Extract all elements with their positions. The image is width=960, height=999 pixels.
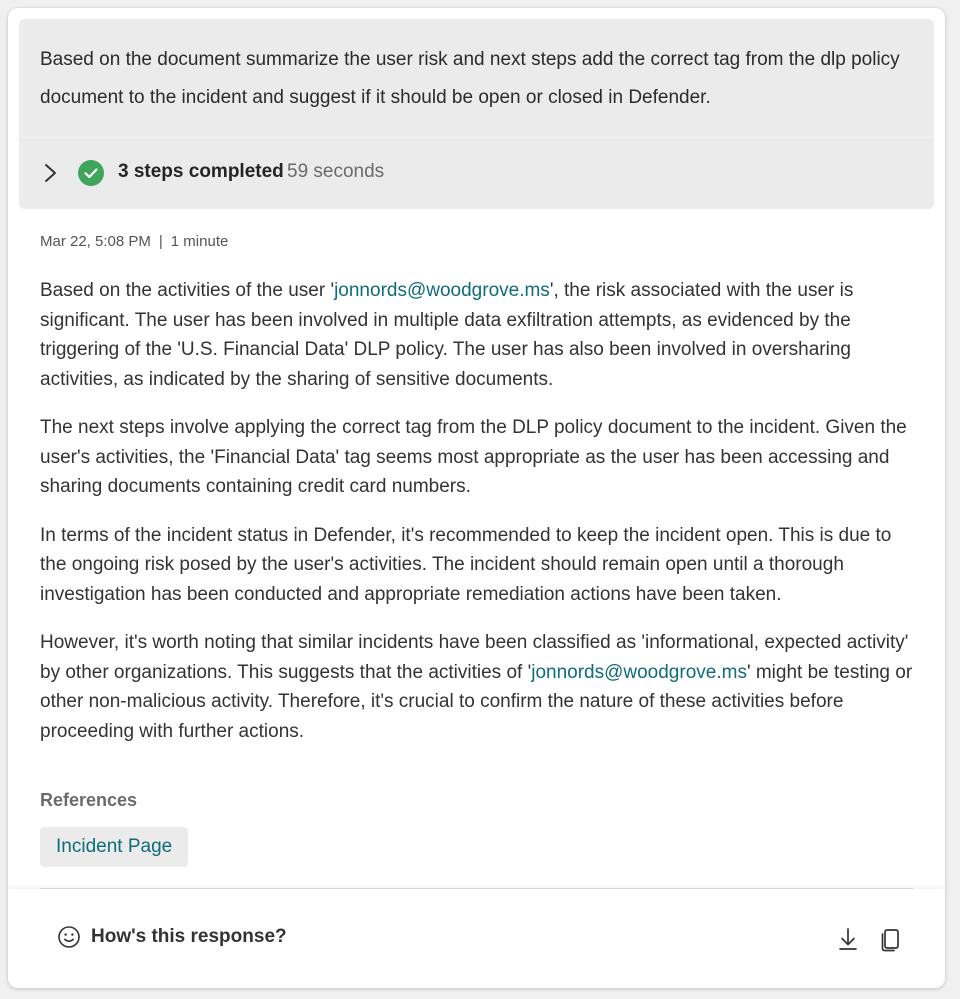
feedback-button[interactable] xyxy=(57,925,287,949)
chevron-right-icon[interactable] xyxy=(40,162,60,184)
meta-separator: | xyxy=(158,233,163,250)
response-body xyxy=(40,276,920,765)
steps-completed-label: 3 steps completed xyxy=(118,161,284,182)
response-paragraph: The next steps involve applying the correct tag from the DLP policy document to the incident. Given the user's activities, the 'Financial Data' tag seems most appropriate as the user has been accessing and sharing documents containing credit card numbers. xyxy=(40,417,907,497)
response-card xyxy=(8,8,945,988)
steps-duration: 59 seconds xyxy=(287,161,385,182)
response-paragraph xyxy=(40,276,920,394)
paragraph-text: ' might be testing or other non-malicious activity. Therefore, it's crucial to confirm the nature of these activities before proceeding with further actions. xyxy=(40,661,913,742)
response-paragraph: In terms of the incident status in Defender, it's recommended to keep the incident open. This is due to the ongoing risk posed by the user's activities. The incident should remain open until a thorough investigation has been conducted and appropriate remediation actions have been taken. xyxy=(40,524,892,605)
paragraph-text: ', the risk associated with the user is significant. The user has been involved in multiple data exfiltration attempts, as evidenced by the triggering of the 'U.S. Financial Data' DLP policy. The user has also been involved in oversharing activities, as indicated by the sharing of sensitive documents. xyxy=(40,280,854,390)
user-email-link[interactable]: jonnords@woodgrove.ms xyxy=(334,280,550,301)
reference-chip-incident-page[interactable]: Incident Page xyxy=(40,827,188,867)
paragraph-text: However, it's worth noting that similar incidents have been classified as 'informational, expected activity' by other organizations. This suggests that the activities of ' xyxy=(40,632,909,683)
feedback-footer xyxy=(8,889,945,988)
response-paragraph xyxy=(40,628,920,746)
response-meta xyxy=(40,233,228,250)
timestamp: Mar 22, 5:08 PM xyxy=(40,233,151,250)
user-email-link[interactable]: jonnords@woodgrove.ms xyxy=(531,661,747,683)
paragraph-text: Based on the activities of the user ' xyxy=(40,280,335,301)
prompt-box xyxy=(19,19,934,209)
check-circle-icon xyxy=(78,160,104,186)
copy-icon[interactable] xyxy=(877,925,905,953)
prompt-text: Based on the document summarize the user risk and next steps add the correct tag from the dlp policy document to the incident and suggest if it should be open or closed in Defender. xyxy=(40,49,900,108)
feedback-label: How's this response? xyxy=(91,926,287,947)
download-icon[interactable] xyxy=(834,925,862,953)
smiley-icon xyxy=(57,925,81,949)
steps-summary-row[interactable] xyxy=(19,138,934,209)
references-heading: References xyxy=(40,790,138,810)
elapsed-time: 1 minute xyxy=(170,233,229,250)
